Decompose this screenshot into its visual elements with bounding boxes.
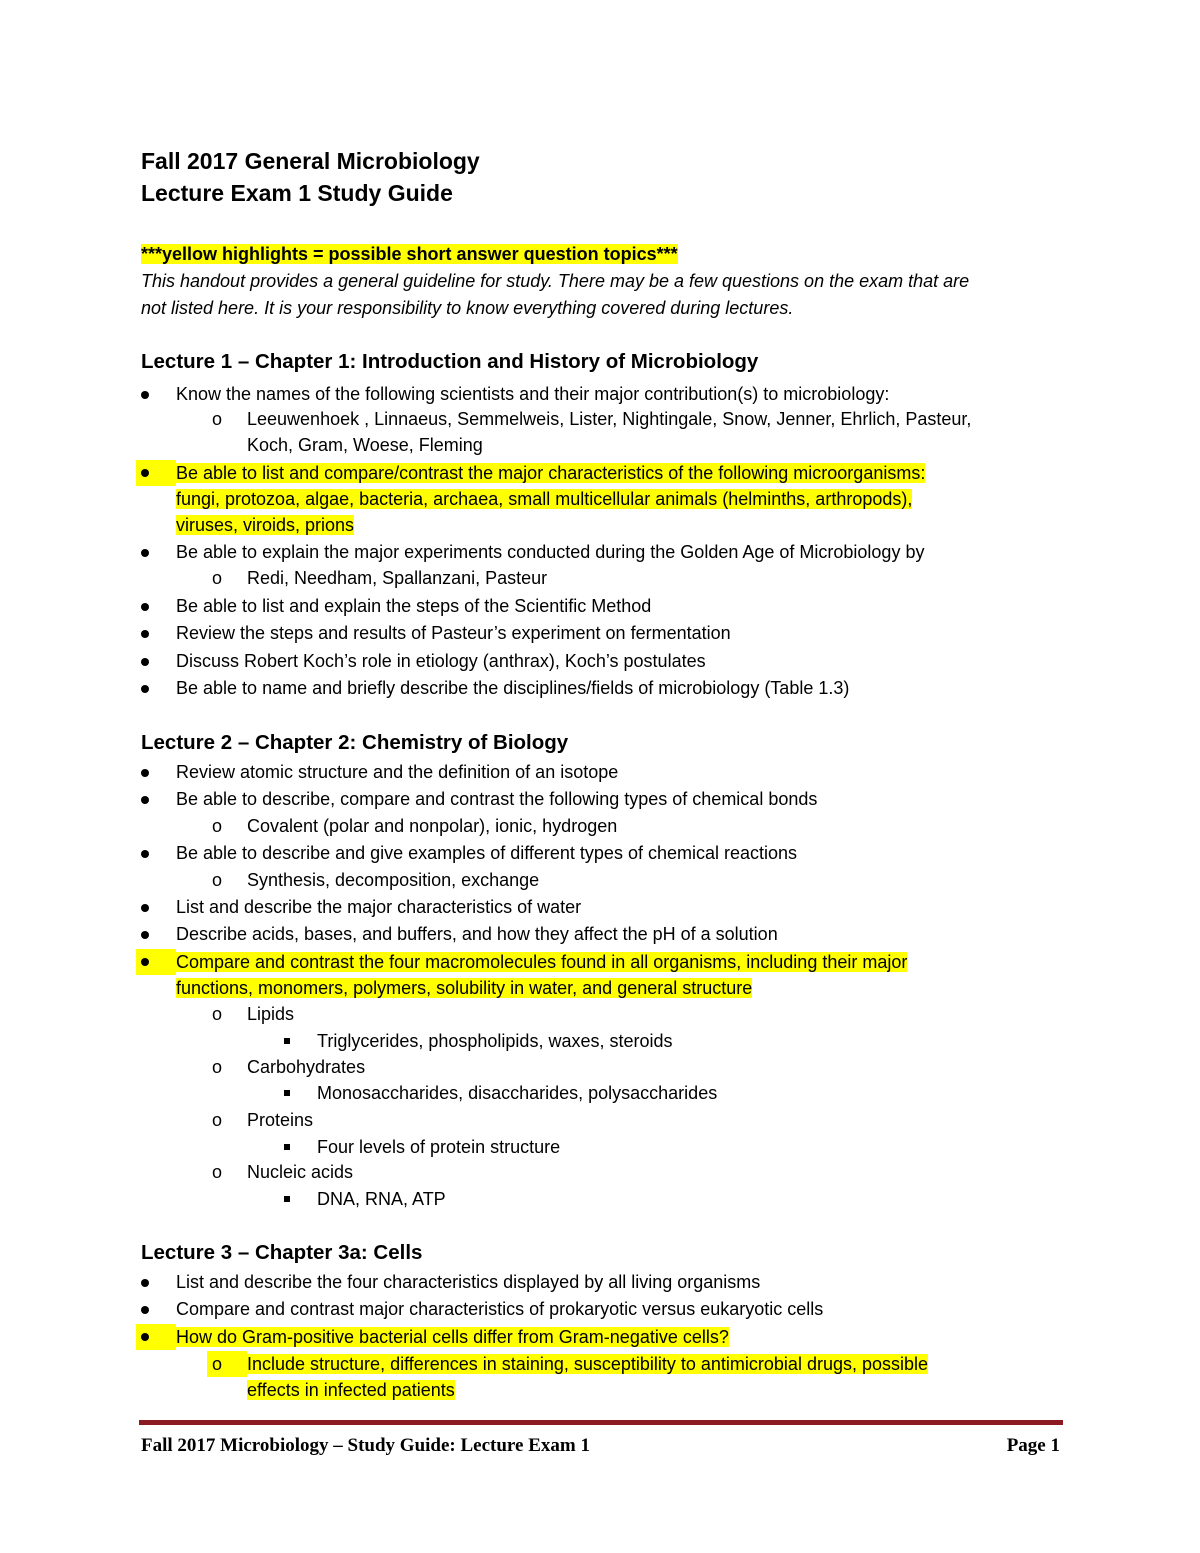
bullet-dot-icon — [141, 549, 149, 557]
document-subtitle: Lecture Exam 1 Study Guide — [141, 180, 453, 206]
highlight-note: ***yellow highlights = possible short answer question topics*** — [141, 244, 678, 264]
lecture-2-heading: Lecture 2 – Chapter 2: Chemistry of Biology — [141, 731, 569, 754]
list-item: Be able to describe, compare and contrast the following types of chemical bonds — [176, 789, 818, 809]
circle-o-icon: o — [212, 870, 223, 890]
bullet-dot-icon — [136, 949, 176, 982]
list-item: DNA, RNA, ATP — [317, 1189, 446, 1209]
list-item: fungi, protozoa, algae, bacteria, archaea, small multicellular animals (helminths, arthropods), — [176, 489, 913, 509]
list-item: Know the names of the following scientists and their major contribution(s) to microbiology: — [176, 384, 890, 404]
bullet-dot-icon — [141, 769, 149, 777]
circle-o-icon: o — [212, 409, 223, 429]
list-item: Be able to name and briefly describe the disciplines/fields of microbiology (Table 1.3) — [176, 678, 850, 698]
bullet-dot-icon — [141, 904, 149, 912]
circle-o-icon: o — [212, 816, 223, 836]
list-item: Be able to describe and give examples of different types of chemical reactions — [176, 843, 798, 863]
disclaimer-line-1: This handout provides a general guideline for study. There may be a few questions on the exam that are — [141, 271, 970, 291]
bullet-dot-icon — [141, 630, 149, 638]
bullet-dot-icon — [141, 685, 149, 693]
bullet-dot-icon — [141, 796, 149, 804]
bullet-dot-icon — [141, 1279, 149, 1287]
circle-o-icon: o — [207, 1351, 247, 1377]
footer-title: Fall 2017 Microbiology – Study Guide: Lecture Exam 1 — [141, 1435, 590, 1456]
list-item: Leeuwenhoek , Linnaeus, Semmelweis, Lister, Nightingale, Snow, Jenner, Ehrlich, Pasteur, — [247, 409, 972, 429]
disclaimer-line-2: not listed here. It is your responsibility to know everything covered during lectures. — [141, 298, 794, 318]
list-item: List and describe the major characteristics of water — [176, 897, 582, 917]
list-item: Covalent (polar and nonpolar), ionic, hydrogen — [247, 816, 618, 836]
list-item: Synthesis, decomposition, exchange — [247, 870, 540, 890]
bullet-dot-icon — [141, 1306, 149, 1314]
bullet-dot-icon — [141, 603, 149, 611]
list-item: Triglycerides, phospholipids, waxes, steroids — [317, 1031, 673, 1051]
list-item: Be able to list and explain the steps of the Scientific Method — [176, 596, 652, 616]
page-number: Page 1 — [1006, 1435, 1060, 1456]
list-item: Be able to list and compare/contrast the major characteristics of the following microorganisms: — [176, 463, 926, 483]
document-title: Fall 2017 General Microbiology — [141, 148, 480, 174]
list-item: Be able to explain the major experiments conducted during the Golden Age of Microbiology by — [176, 542, 925, 562]
lecture-3-heading: Lecture 3 – Chapter 3a: Cells — [141, 1241, 423, 1264]
square-bullet-icon — [284, 1038, 290, 1044]
list-item: Include structure, differences in staining, susceptibility to antimicrobial drugs, possible — [247, 1354, 929, 1374]
list-item: Lipids — [247, 1004, 295, 1024]
list-item: viruses, viroids, prions — [176, 515, 355, 535]
bullet-dot-icon — [136, 460, 176, 493]
bullet-dot-icon — [136, 1324, 176, 1357]
circle-o-icon: o — [212, 1004, 223, 1024]
footer-rule — [139, 1420, 1063, 1425]
list-item: Compare and contrast the four macromolecules found in all organisms, including their major — [176, 952, 908, 972]
lecture-1-heading: Lecture 1 – Chapter 1: Introduction and History of Microbiology — [141, 350, 759, 373]
list-item: effects in infected patients — [247, 1380, 455, 1400]
bullet-dot-icon — [141, 850, 149, 858]
square-bullet-icon — [284, 1196, 290, 1202]
list-item: Four levels of protein structure — [317, 1137, 561, 1157]
bullet-dot-icon — [141, 391, 149, 399]
list-item: functions, monomers, polymers, solubility in water, and general structure — [176, 978, 753, 998]
list-item: Review atomic structure and the definition of an isotope — [176, 762, 619, 782]
bullet-dot-icon — [141, 658, 149, 666]
list-item: Monosaccharides, disaccharides, polysaccharides — [317, 1083, 718, 1103]
list-item: Describe acids, bases, and buffers, and how they affect the pH of a solution — [176, 924, 778, 944]
list-item: Nucleic acids — [247, 1162, 354, 1182]
list-item: Proteins — [247, 1110, 314, 1130]
circle-o-icon: o — [212, 1057, 223, 1077]
list-item: Koch, Gram, Woese, Fleming — [247, 435, 483, 455]
circle-o-icon: o — [212, 1110, 223, 1130]
list-item: Review the steps and results of Pasteur’s experiment on fermentation — [176, 623, 731, 643]
list-item: List and describe the four characteristics displayed by all living organisms — [176, 1272, 761, 1292]
circle-o-icon: o — [212, 568, 223, 588]
square-bullet-icon — [284, 1144, 290, 1150]
list-item: Redi, Needham, Spallanzani, Pasteur — [247, 568, 548, 588]
list-item: Discuss Robert Koch’s role in etiology (anthrax), Koch’s postulates — [176, 651, 706, 671]
list-item: How do Gram-positive bacterial cells differ from Gram-negative cells? — [176, 1327, 729, 1347]
square-bullet-icon — [284, 1090, 290, 1096]
list-item: Compare and contrast major characteristics of prokaryotic versus eukaryotic cells — [176, 1299, 824, 1319]
circle-o-icon: o — [212, 1162, 223, 1182]
list-item: Carbohydrates — [247, 1057, 366, 1077]
bullet-dot-icon — [141, 931, 149, 939]
